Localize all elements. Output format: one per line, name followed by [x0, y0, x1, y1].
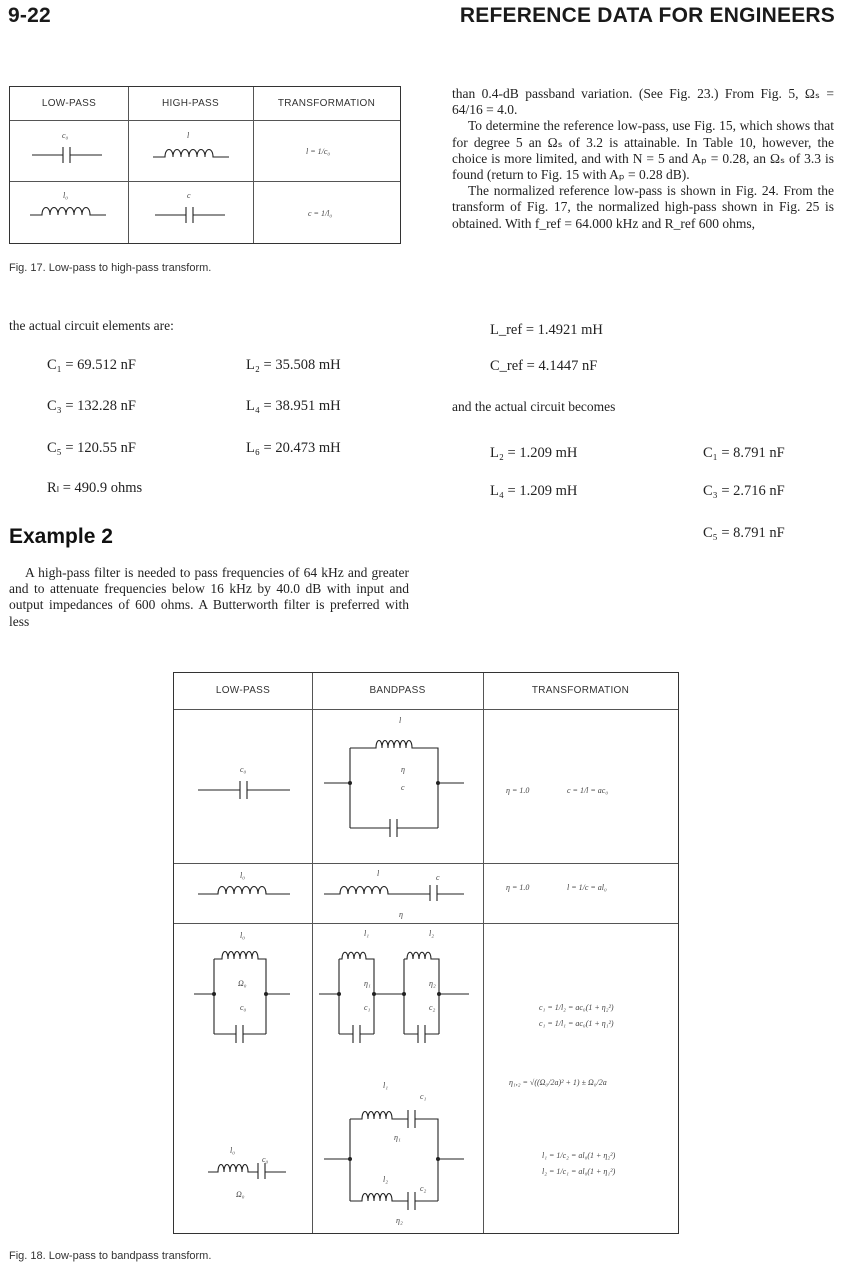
f18-r3-transform-c1a: c₁ = 1/l₂ = ac₀(1 + η₂²) [539, 1003, 614, 1012]
f18-r2-transform-l: l = 1/c = al₀ [567, 883, 607, 892]
fig17-header-highpass: HIGH-PASS [162, 98, 219, 109]
fig17-caption: Fig. 17. Low-pass to high-pass transform. [9, 262, 212, 274]
cref-value: C_ref = 4.1447 nF [490, 358, 598, 374]
fig17-transform-row2: c = 1/l₀ [308, 209, 333, 218]
paragraph: than 0.4-dB passband variation. (See Fig. 23.) From Fig. 5, Ωₛ = 64/16 = 4.0. [452, 86, 834, 118]
element-value: L₆ = 20.473 mH [246, 440, 341, 456]
fig18-header-bandpass: BANDPASS [369, 685, 426, 696]
f18-r2-lp-l0: l₀ [240, 871, 246, 880]
f18-r4-bp-c2: c₂ [420, 1184, 427, 1193]
capacitor-symbol [198, 779, 290, 801]
f18-r1-bp-c: c [401, 783, 405, 792]
f18-r1-bp-l: l [399, 716, 402, 725]
f18-r1-bp-eta: η [401, 765, 405, 774]
fig17-lp-c0-label: c₀ [62, 131, 69, 140]
element-value: C₅ = 120.55 nF [47, 440, 136, 456]
inductor-symbol [198, 879, 290, 901]
double-parallel-lc-tank [319, 939, 479, 1049]
f18-r3-lp-c0: c₀ [240, 1003, 247, 1012]
f18-r3-bp-c2: c₂ [429, 1003, 436, 1012]
fig18-table [173, 672, 679, 1234]
f18-r3-bp-eta2: η₂ [429, 979, 436, 988]
series-lc-branch [208, 1157, 288, 1179]
f18-r3-bp-l1: l₁ [364, 929, 370, 938]
capacitor-symbol [32, 145, 102, 165]
fig18-caption: Fig. 18. Low-pass to bandpass transform. [9, 1250, 212, 1262]
result-value: C₃ = 2.716 nF [703, 483, 785, 499]
fig17-lp-l0-label: l₀ [63, 191, 69, 200]
running-title: REFERENCE DATA FOR ENGINEERS [459, 4, 835, 27]
f18-r4-bp-l1: l₁ [383, 1081, 389, 1090]
result-value: C₁ = 8.791 nF [703, 445, 785, 461]
f18-r4-transform-l1: l₁ = 1/c₂ = al₀(1 + η₂²) [542, 1151, 616, 1160]
parallel-lc-tank [324, 728, 474, 838]
series-lc-branch [324, 879, 474, 901]
parallel-lc-tank [194, 939, 294, 1049]
element-value: Rₗ = 490.9 ohms [47, 480, 143, 496]
result-value: C₅ = 8.791 nF [703, 525, 785, 541]
parallel-series-lc-network [324, 1101, 474, 1219]
f18-r2-bp-eta: η [399, 910, 403, 919]
f18-r3-lp-omega: Ω₀ [238, 979, 247, 988]
right-column-text [452, 86, 834, 232]
element-value: C₃ = 132.28 nF [47, 398, 136, 414]
f18-r4-bp-eta2: η₂ [396, 1216, 403, 1225]
f18-r1-transform-c: c = 1/l = ac₀ [567, 786, 609, 795]
element-value: L₂ = 35.508 mH [246, 357, 341, 373]
f18-r4-bp-c1: c₁ [420, 1092, 427, 1101]
fig17-header-transformation: TRANSFORMATION [277, 98, 376, 109]
f18-r3-bp-eta1: η₁ [364, 979, 371, 988]
f18-r4-lp-omega: Ω₀ [236, 1190, 245, 1199]
f18-r3-lp-l0: l₀ [240, 931, 246, 940]
f18-r1-lp-c0: c₀ [240, 765, 247, 774]
fig17-table [9, 86, 401, 244]
f18-r2-bp-c: c [436, 873, 440, 882]
f18-r2-transform-eta: η = 1.0 [506, 883, 530, 892]
fig18-header-transformation: TRANSFORMATION [531, 685, 630, 696]
f18-r3-transform-c1b: c₁ = 1/l₁ = ac₀(1 + η₁²) [539, 1019, 614, 1028]
result-value: L₂ = 1.209 mH [490, 445, 578, 461]
f18-r3-bp-c1: c₁ [364, 1003, 371, 1012]
f18-r4-lp-c0: c₀ [262, 1155, 269, 1164]
f18-r4-lp-l0: l₀ [230, 1146, 236, 1155]
fig17-hp-l-label: l [187, 131, 190, 140]
inductor-symbol [153, 143, 229, 163]
fig17-hp-c-label: c [187, 191, 191, 200]
paragraph: To determine the reference low-pass, use Fig. 15, which shows that for degree 5 an Ωₛ of 3.2 is attainable. In Table 10, however, the choice is more limited, and with N = 5 and Aₚ = 0.28, an Ωₛ of 3.3 is found (return to Fig. 15 with Aₚ = 0.28 dB). [452, 118, 834, 183]
f18-r1-transform-eta: η = 1.0 [506, 786, 530, 795]
f18-r3-bp-l2: l₂ [429, 929, 435, 938]
f18-shared-transform: η₁,₂ = √((Ω₀/2a)² + 1) ± Ω₀/2a [509, 1078, 607, 1087]
fig18-header-lowpass: LOW-PASS [215, 685, 271, 696]
paragraph: The normalized reference low-pass is shown in Fig. 24. From the transform of Fig. 17, the normalized high-pass shown in Fig. 25 is obtained. With f_ref = 64.000 kHz and R_ref 600 ohms, [452, 183, 834, 231]
result-value: L₄ = 1.209 mH [490, 483, 578, 499]
element-value: C₁ = 69.512 nF [47, 357, 136, 373]
f18-r4-bp-eta1: η₁ [394, 1133, 401, 1142]
result-intro: and the actual circuit becomes [452, 399, 616, 414]
example-paragraph: A high-pass filter is needed to pass frequencies of 64 kHz and greater and to attenuate frequencies below 16 kHz by 40.0 dB with input and output impedances of 600 ohms. A Butterworth filter is preferred with less [9, 565, 409, 629]
capacitor-symbol [155, 205, 225, 225]
f18-r2-bp-l: l [377, 869, 380, 878]
element-value: L₄ = 38.951 mH [246, 398, 341, 414]
lref-value: L_ref = 1.4921 mH [490, 322, 603, 338]
inductor-symbol [30, 201, 106, 221]
elements-intro: the actual circuit elements are: [9, 318, 174, 333]
fig17-transform-row1: l = 1/c₀ [306, 147, 331, 156]
fig17-header-lowpass: LOW-PASS [41, 98, 97, 109]
f18-r4-bp-l2: l₂ [383, 1175, 389, 1184]
example-heading: Example 2 [9, 525, 113, 548]
page-number: 9-22 [8, 4, 51, 27]
f18-r4-transform-l2: l₂ = 1/c₁ = al₀(1 + η₁²) [542, 1167, 616, 1176]
